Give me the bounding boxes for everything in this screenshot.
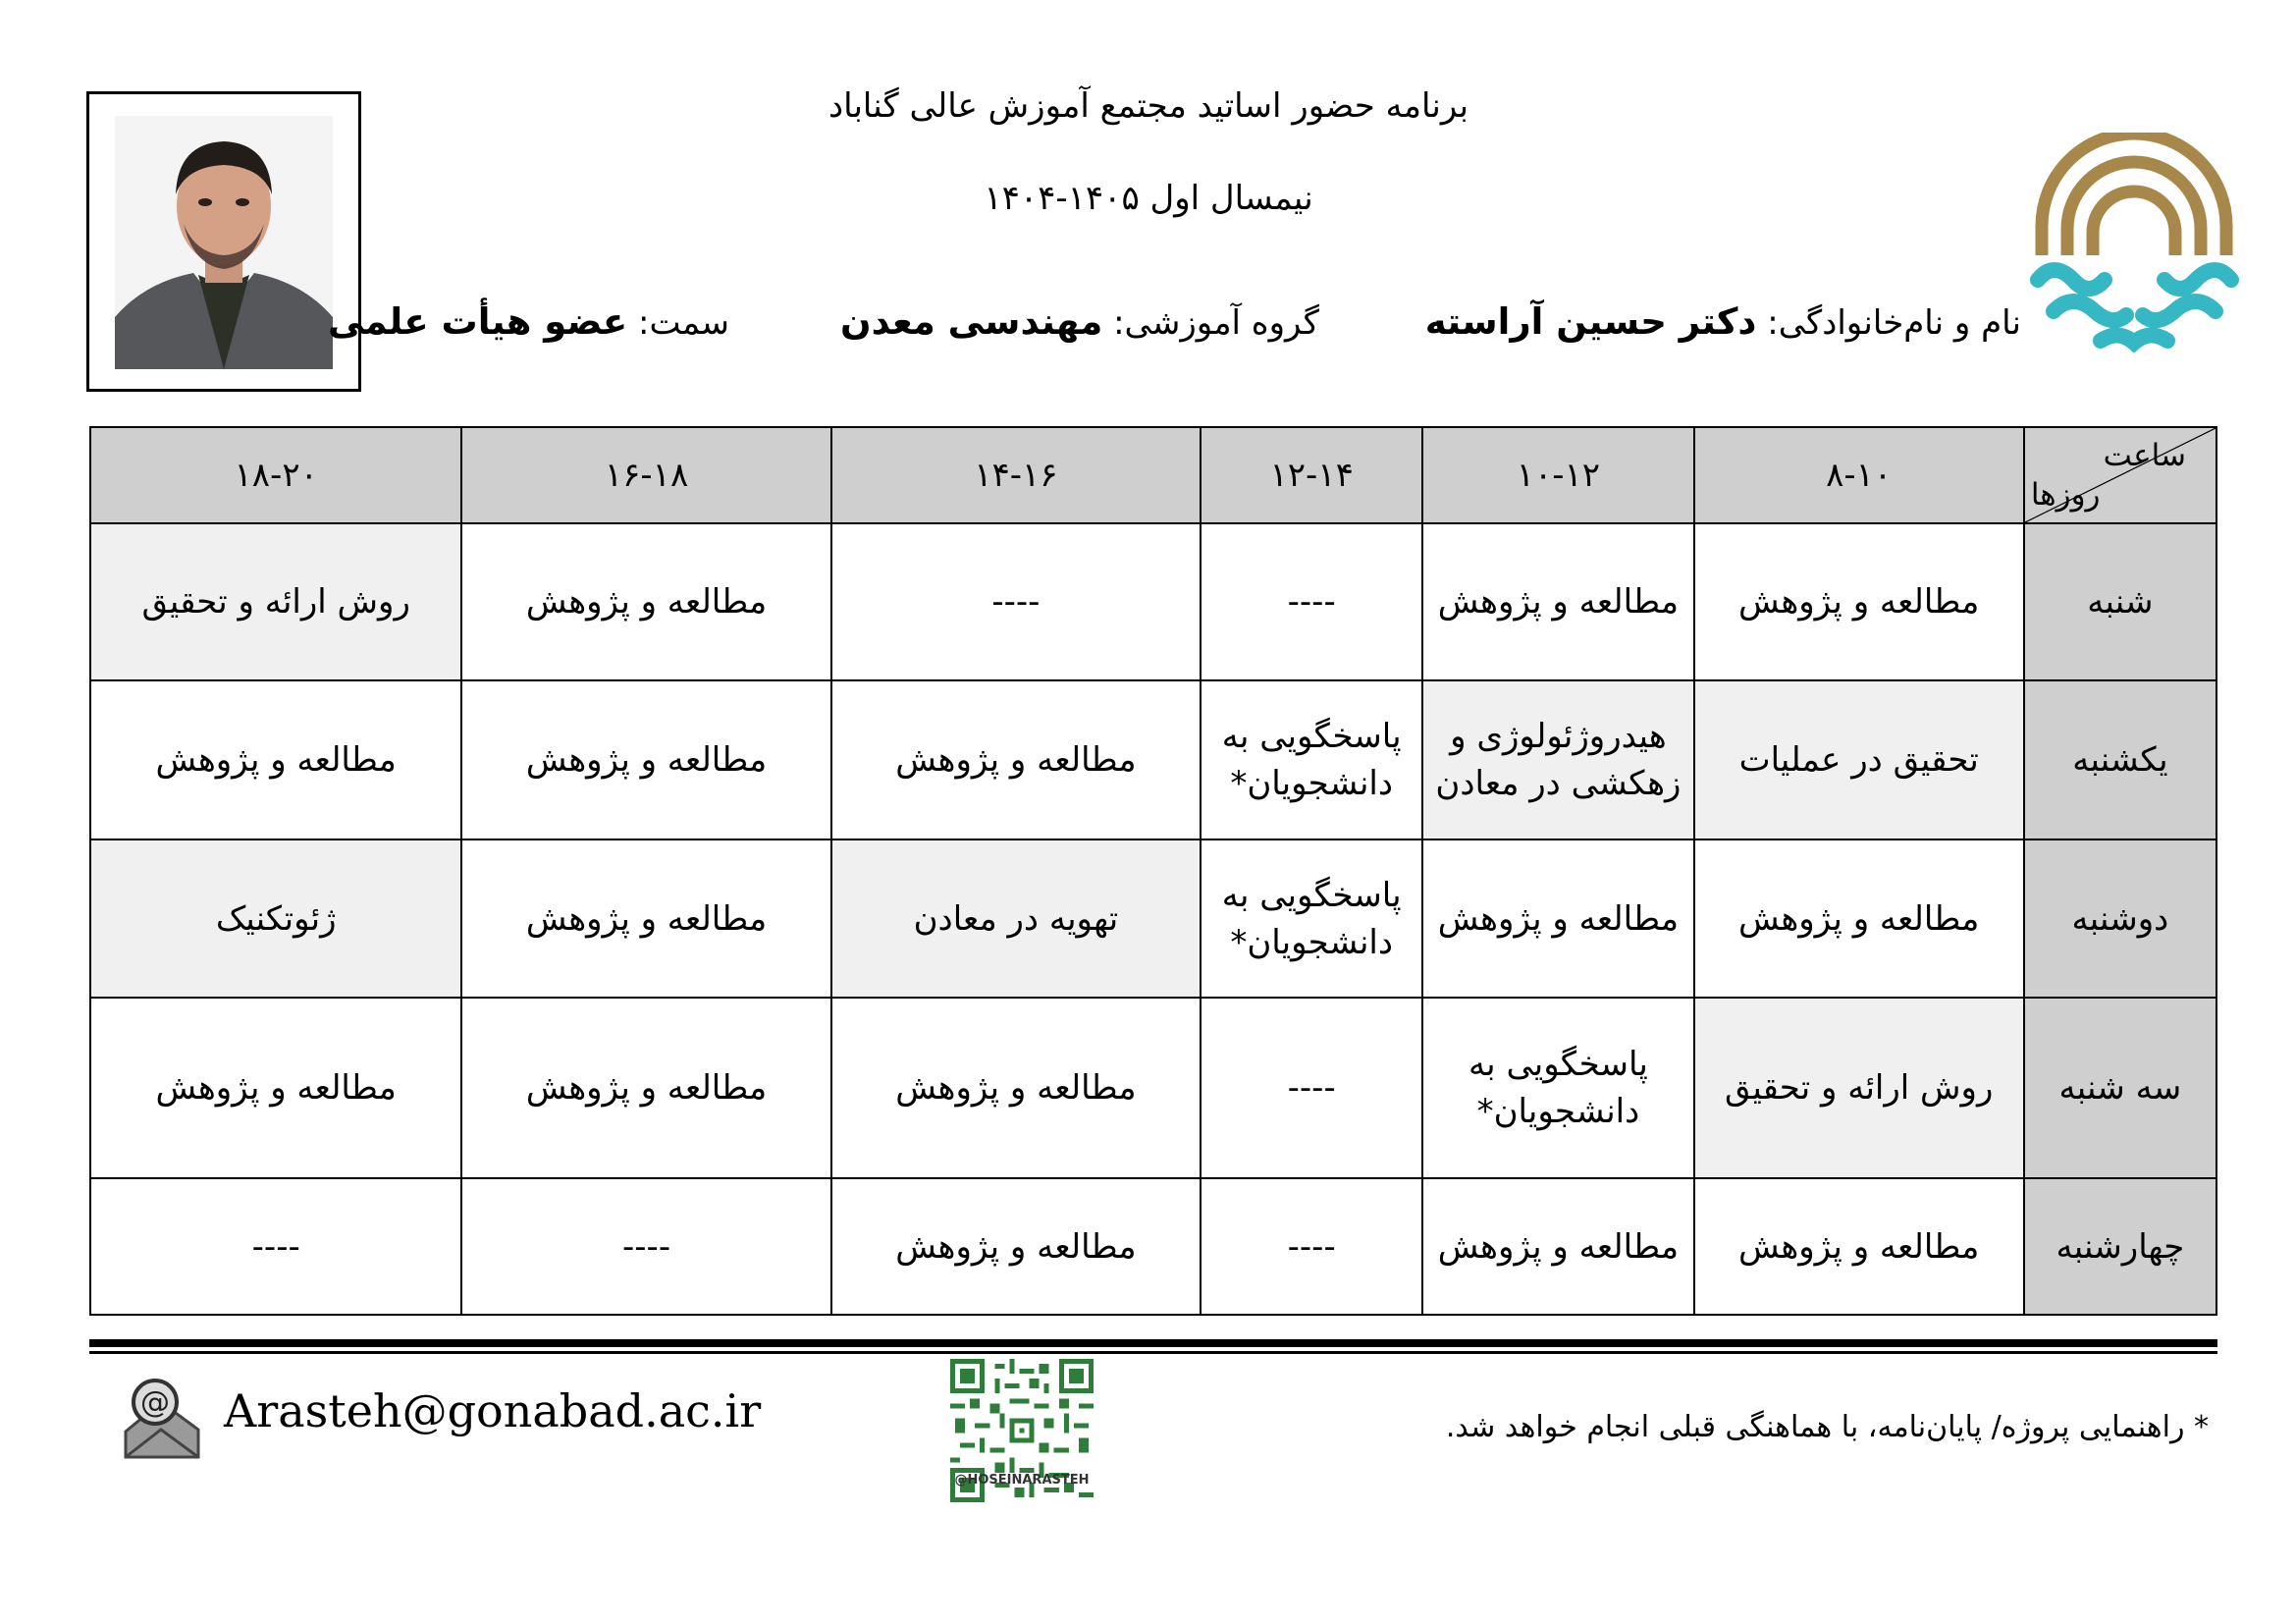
- table-row: [90, 680, 2216, 839]
- table-cell: مطالعه و پژوهش: [1422, 839, 1693, 998]
- footer-divider-thin: [89, 1351, 2217, 1354]
- email-address[interactable]: Arasteh@gonabad.ac.ir: [224, 1384, 762, 1437]
- name-label: نام و نام‌خانوادگی:: [1767, 303, 2021, 343]
- table-cell: ----: [1201, 523, 1422, 680]
- corner-days-label: روزها: [2030, 477, 2101, 513]
- table-cell: روش ارائه و تحقیق: [1694, 998, 2024, 1178]
- table-row: [90, 839, 2216, 998]
- table-cell: مطالعه و پژوهش: [831, 1178, 1201, 1315]
- table-cell: پاسخگویی به دانشجویان*: [1201, 680, 1422, 839]
- header-slot-4: ۱۴-۱۶: [831, 427, 1201, 523]
- schedule-table: [89, 426, 2217, 1316]
- name-value: دکتر حسین آراسته: [1424, 300, 1757, 343]
- table-cell: مطالعه و پژوهش: [1694, 839, 2024, 998]
- table-cell: ----: [831, 523, 1201, 680]
- semester-subtitle: نیمسال اول ۱۴۰۵-۱۴۰۴: [984, 179, 1313, 218]
- table-cell: مطالعه و پژوهش: [461, 680, 830, 839]
- header-slot-6: ۱۸-۲۰: [90, 427, 461, 523]
- page-title: برنامه حضور اساتید مجتمع آموزش عالی گناباد: [828, 86, 1469, 126]
- table-row: [90, 998, 2216, 1178]
- name-field: [1425, 300, 2021, 343]
- day-cell: دوشنبه: [2024, 839, 2216, 998]
- group-label: گروه آموزشی:: [1113, 303, 1319, 343]
- group-field: [840, 300, 1319, 343]
- table-header-row: [90, 427, 2216, 523]
- group-value: مهندسی معدن: [840, 300, 1103, 343]
- svg-text:@: @: [140, 1385, 170, 1420]
- profile-photo: [86, 91, 361, 392]
- header-slot-1: ۸-۱۰: [1694, 427, 2024, 523]
- table-cell: ژئوتکنیک: [90, 839, 461, 998]
- day-cell: یکشنبه: [2024, 680, 2216, 839]
- header-slot-5: ۱۶-۱۸: [461, 427, 830, 523]
- header-slot-2: ۱۰-۱۲: [1422, 427, 1693, 523]
- table-cell: مطالعه و پژوهش: [1694, 523, 2024, 680]
- table-cell: مطالعه و پژوهش: [461, 523, 830, 680]
- table-cell: ----: [1201, 1178, 1422, 1315]
- table-cell: هیدروژئولوژی و زهکشی در معادن: [1422, 680, 1693, 839]
- table-cell: پاسخگویی به دانشجویان*: [1201, 839, 1422, 998]
- footnote: * راهنمایی پروژه/ پایان‌نامه، با هماهنگی قبلی انجام خواهد شد.: [1445, 1410, 2209, 1444]
- footer-divider-thick: [89, 1339, 2217, 1347]
- table-cell: مطالعه و پژوهش: [1422, 523, 1693, 680]
- table-cell: ----: [90, 1178, 461, 1315]
- table-cell: مطالعه و پژوهش: [1694, 1178, 2024, 1315]
- table-cell: مطالعه و پژوهش: [461, 998, 830, 1178]
- table-cell: مطالعه و پژوهش: [831, 998, 1201, 1178]
- table-cell: مطالعه و پژوهش: [1422, 1178, 1693, 1315]
- table-cell: مطالعه و پژوهش: [831, 680, 1201, 839]
- email-icon: [116, 1373, 206, 1467]
- table-row: [90, 523, 2216, 680]
- table-cell: روش ارائه و تحقیق: [90, 523, 461, 680]
- table-cell: مطالعه و پژوهش: [90, 998, 461, 1178]
- day-cell: چهارشنبه: [2024, 1178, 2216, 1315]
- table-cell: پاسخگویی به دانشجویان*: [1422, 998, 1693, 1178]
- header-slot-3: ۱۲-۱۴: [1201, 427, 1422, 523]
- position-label: سمت:: [638, 303, 729, 343]
- table-cell: مطالعه و پژوهش: [90, 680, 461, 839]
- qr-caption: @HOSEINARASTEH: [954, 1473, 1090, 1488]
- institution-logo: [2024, 133, 2245, 353]
- corner-hours-label: ساعت: [2103, 438, 2186, 473]
- corner-cell: [2024, 427, 2216, 523]
- portrait-image: [115, 116, 333, 369]
- table-row: [90, 1178, 2216, 1315]
- table-cell: ----: [461, 1178, 830, 1315]
- position-value: عضو هیأت علمی: [328, 300, 628, 343]
- table-cell: تهویه در معادن: [831, 839, 1201, 998]
- table-cell: تحقیق در عملیات: [1694, 680, 2024, 839]
- day-cell: سه شنبه: [2024, 998, 2216, 1178]
- table-cell: مطالعه و پژوهش: [461, 839, 830, 998]
- table-cell: ----: [1201, 998, 1422, 1178]
- position-field: [328, 300, 729, 343]
- day-cell: شنبه: [2024, 523, 2216, 680]
